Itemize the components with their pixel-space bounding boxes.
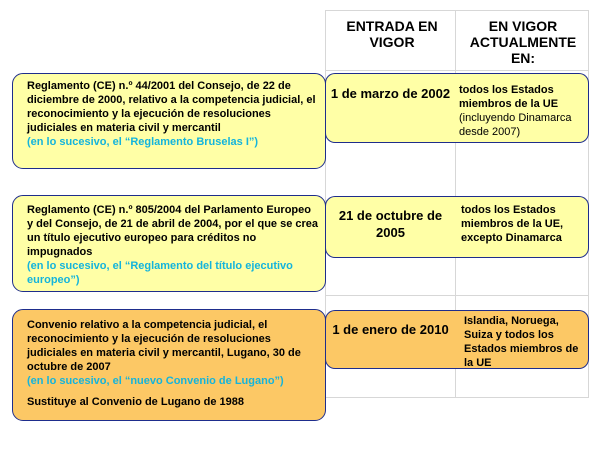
entry-date: 21 de octubre de 2005 <box>338 208 443 240</box>
entry-date: 1 de enero de 2010 <box>332 322 449 337</box>
instrument-box-convenio-lugano <box>12 309 326 421</box>
entry-date-box <box>325 73 455 143</box>
in-force-main: todos los Estados miembros de la UE, excepto Dinamarca <box>461 204 564 244</box>
entry-date: 1 de marzo de 2002 <box>330 86 451 101</box>
instrument-note: Sustituye al Convenio de Lugano de 1988 <box>27 396 244 408</box>
in-force-box <box>455 310 589 369</box>
in-force-box <box>455 73 589 143</box>
entry-date-box <box>325 310 455 369</box>
header-divider <box>325 70 589 71</box>
header-en-vigor-actualmente: EN VIGOR ACTUALMENTE EN: <box>469 18 577 66</box>
instrument-alias: (en lo sucesivo, el “Reglamento Bruselas I”) <box>27 136 259 148</box>
header-entrada-en-vigor: ENTRADA EN VIGOR <box>346 18 438 50</box>
in-force-note: (incluyendo Dinamarca desde 2007) <box>459 112 572 138</box>
instrument-box-titulo-ejecutivo <box>12 195 326 292</box>
in-force-box <box>455 196 589 258</box>
row-divider <box>325 295 589 296</box>
instrument-alias: (en lo sucesivo, el “Reglamento del título ejecutivo europeo”) <box>27 260 293 286</box>
instrument-title: Convenio relativo a la competencia judicial, el reconocimiento y la ejecución de resoluciones judiciales en materia civil y mercantil, Lugano, 30 de octubre de 2007 <box>27 319 301 373</box>
instrument-alias: (en lo sucesivo, el “nuevo Convenio de Lugano”) <box>27 375 284 387</box>
instrument-title: Reglamento (CE) n.º 44/2001 del Consejo, de 22 de diciembre de 2000, relativo a la competencia judicial, el reconocimiento y la ejecución de resoluciones judiciales en materia civil y mercantil <box>27 80 316 134</box>
entry-date-box <box>325 196 455 258</box>
in-force-main: Islandia, Noruega, Suiza y todos los Estados miembros de la UE <box>464 315 579 369</box>
instrument-title: Reglamento (CE) n.º 805/2004 del Parlamento Europeo y del Consejo, de 21 de abril de 2004, por el que se crea un título ejecutivo europeo para créditos no impugnados <box>27 204 319 258</box>
instrument-box-bruselas-i <box>12 73 326 169</box>
in-force-main: todos los Estados miembros de la UE <box>459 84 559 110</box>
